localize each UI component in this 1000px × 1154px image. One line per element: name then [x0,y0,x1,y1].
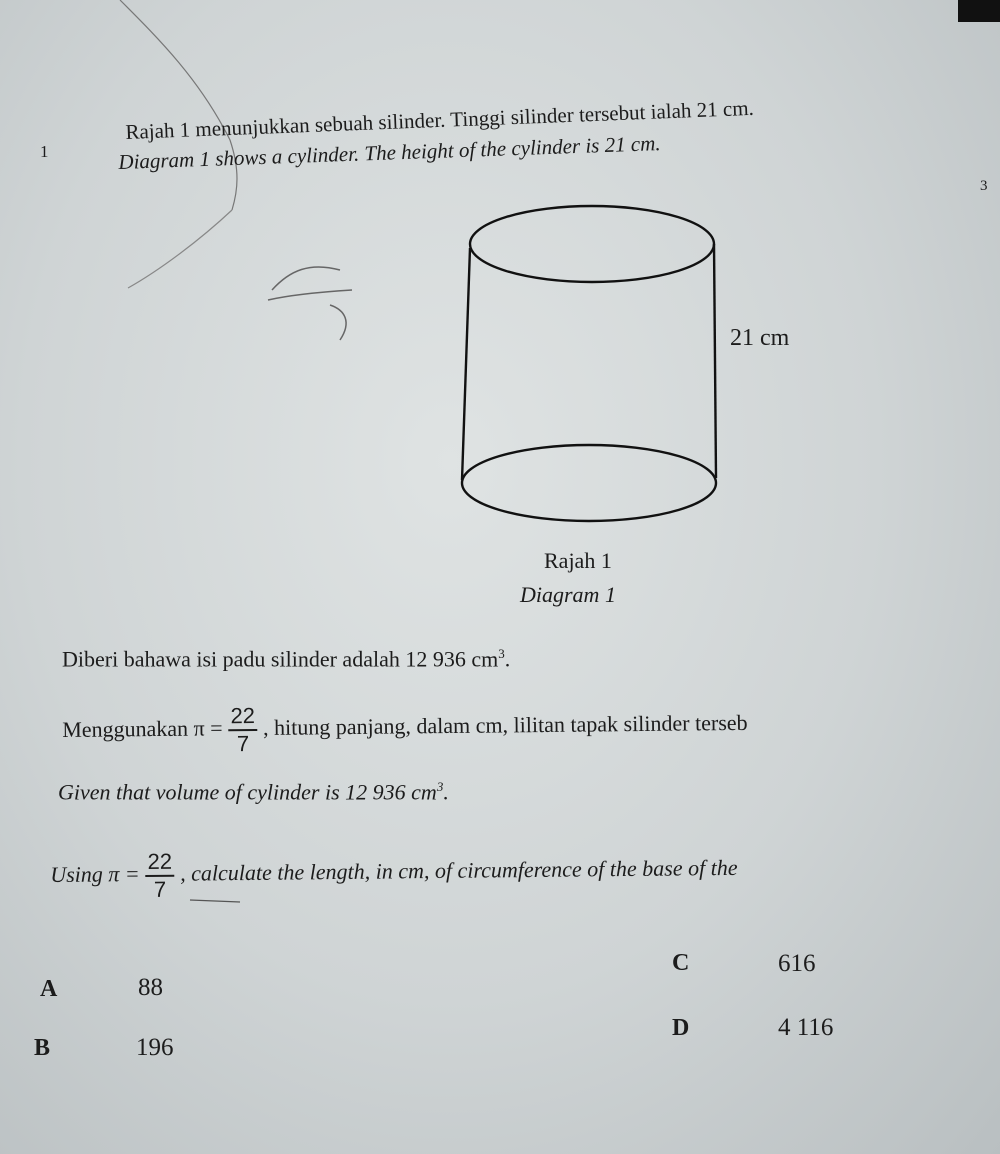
pi-fraction [145,849,174,903]
given-english [58,779,449,805]
pi-numerator: 22 [228,703,257,731]
given-english-text: Given that volume of cylinder is 12 936 cm [58,779,437,805]
pi-numerator: 22 [145,849,174,877]
pi-fraction [228,703,257,757]
cylinder-right-side [714,244,716,478]
pi-denominator: 7 [236,731,250,757]
statement-malay: Rajah 1 menunjukkan sebuah silinder. Tinggi silinder tersebut ialah 21 cm. [125,95,755,144]
marks-number: 3 [980,178,988,194]
diagram-caption-english: Diagram 1 [520,582,616,607]
handwritten-fraction-mark [268,267,352,340]
using-malay [62,698,748,759]
unit-power: 3 [436,779,444,794]
option-c-value[interactable]: 616 [778,950,816,977]
using-malay-suffix: , hitung panjang, dalam cm, lilitan tapak silinder terseb [262,709,748,740]
height-label: 21 cm [730,325,790,351]
unit-power: 3 [498,646,505,661]
cylinder-left-side [462,248,470,480]
using-english [50,843,738,904]
using-english-prefix: Using π = [50,861,140,888]
pencil-stroke-left [128,210,232,288]
using-english-suffix: , calculate the length, in cm, of circumference of the base of the [180,854,738,886]
option-b-letter[interactable]: B [34,1035,51,1061]
option-b-value[interactable]: 196 [136,1034,174,1061]
option-c-letter[interactable]: C [672,950,690,976]
option-d-letter[interactable]: D [672,1015,690,1041]
pencil-stroke-top [120,0,237,210]
question-number: 1 [40,142,49,161]
option-d-value[interactable]: 4 116 [778,1014,834,1041]
cylinder-base-ellipse [462,445,716,521]
statement-english: Diagram 1 shows a cylinder. The height of the cylinder is 21 cm. [118,131,661,174]
option-a-letter[interactable]: A [40,976,58,1002]
cylinder-top-ellipse [470,206,714,282]
cylinder-diagram [462,206,716,521]
using-malay-prefix: Menggunakan π = [62,715,223,743]
option-a-value[interactable]: 88 [138,974,163,1001]
period: . [504,646,511,672]
period: . [443,779,449,805]
given-malay-text: Diberi bahawa isi padu silinder adalah 12 936 cm [62,646,499,672]
diagram-caption-malay: Rajah 1 [544,548,612,573]
pi-denominator: 7 [153,876,167,902]
given-malay [62,646,510,672]
